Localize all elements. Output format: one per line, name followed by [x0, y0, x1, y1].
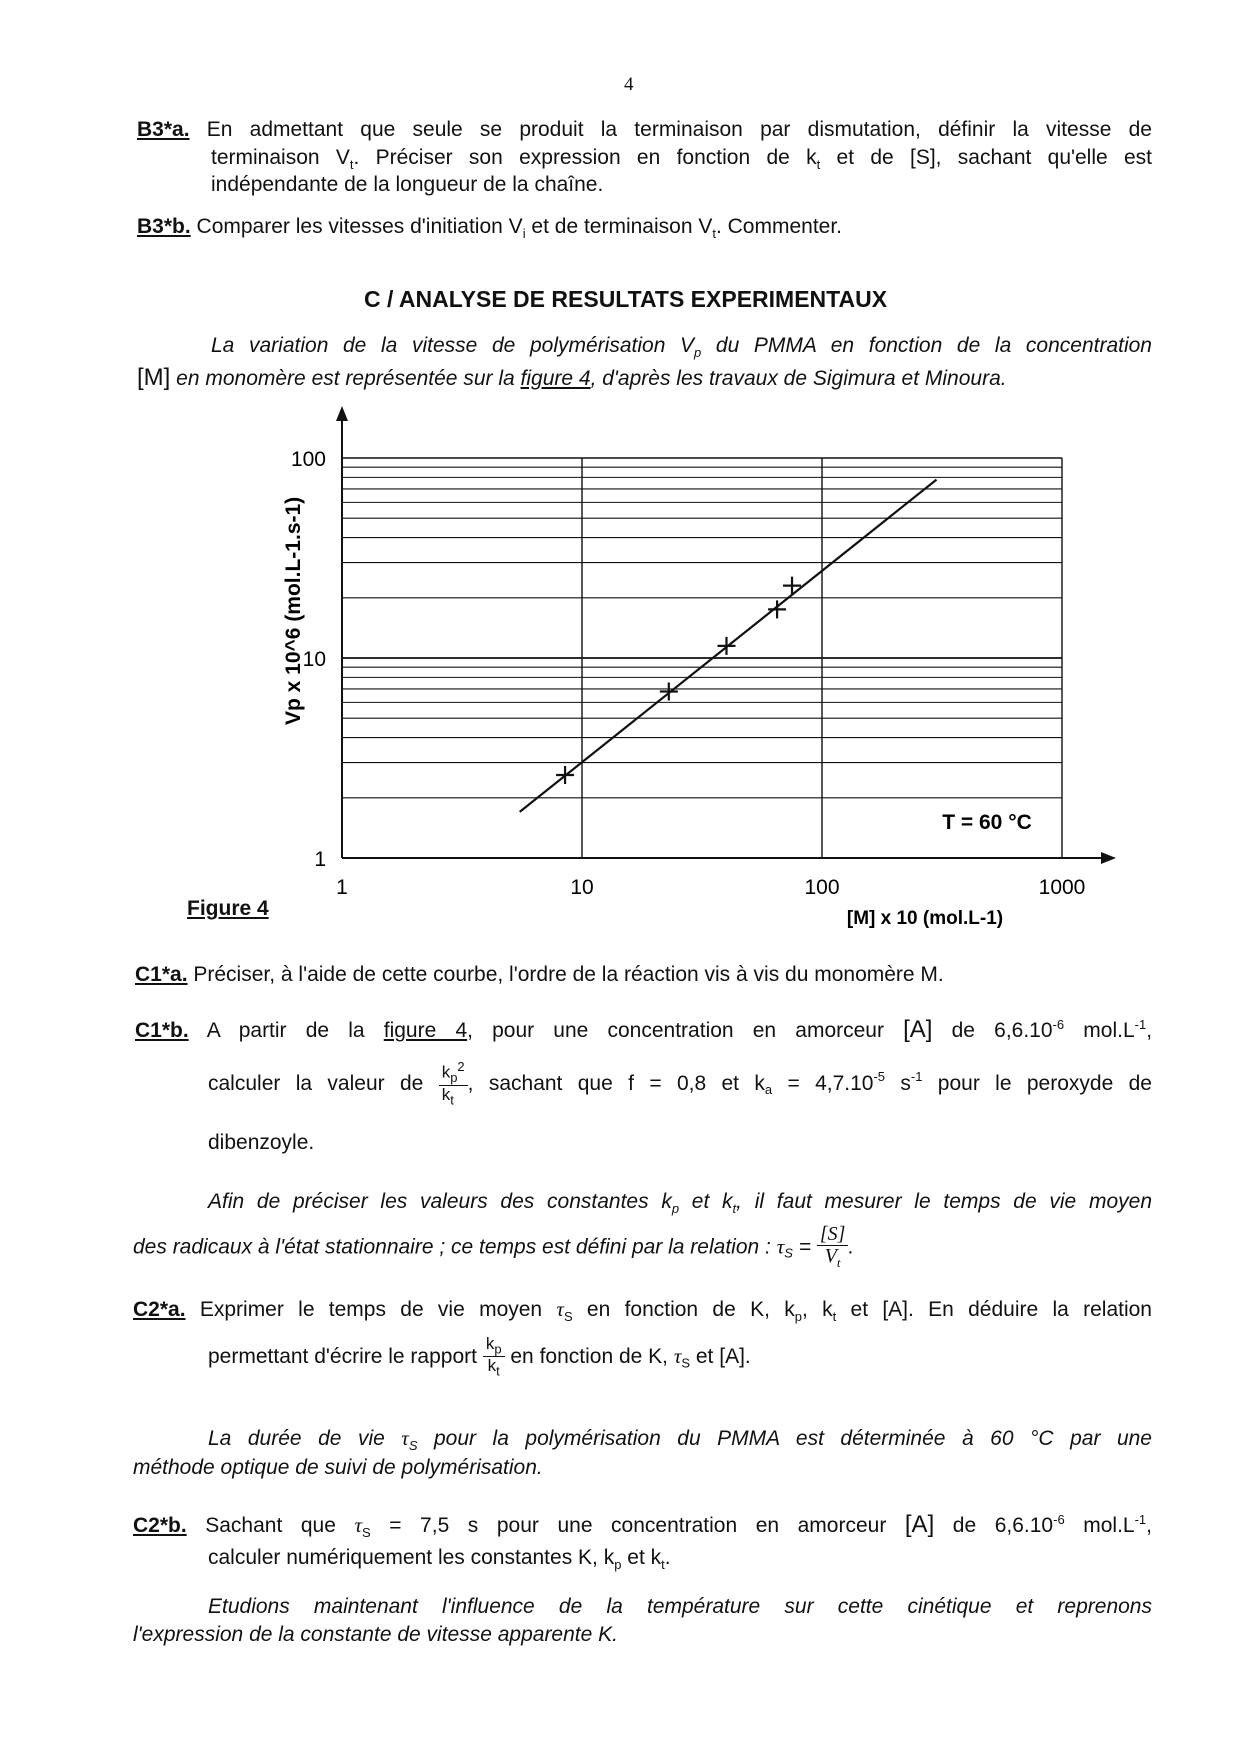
question-label: B3*a.: [137, 118, 190, 141]
temp-para-line1: Etudions maintenant l'influence de la température sur cette cinétique et reprenons: [208, 1595, 1152, 1618]
x-axis-arrow: [1101, 852, 1116, 864]
question-label: C1*b.: [135, 1019, 189, 1042]
chart-grid: [342, 458, 1062, 858]
tau-para-line2: des radicaux à l'état stationnaire ; ce temps est défini par la relation : $\tau_S$ = $\frac{[S]}{V_t}$ .: [133, 1223, 855, 1270]
fraction-kp2-kt: $\frac{k_p^2}{k_t}$: [439, 1060, 468, 1107]
data-point: [768, 600, 786, 618]
y-tick-label: 100: [290, 448, 326, 471]
x-tick-label: 10: [570, 876, 594, 899]
c1b-line1: C1*b. A partir de la figure 4, pour une concentration en amorceur [A] de $6,6.10^{-6}$ $mol.L^{-1}$,: [135, 1016, 1153, 1043]
temperature-annotation: T = 60 °C: [942, 811, 1032, 834]
c2a-line1: C2*a. Exprimer le temps de vie moyen $\tau_S$ en fonction de K, $k_p$, $k_t$ et [A]. En déduire la relation: [133, 1297, 1152, 1325]
fraction-s-vt: $\frac{[S]}{V_t}$: [817, 1224, 849, 1270]
section-heading: C / ANALYSE DE RESULTATS EXPERIMENTAUX: [363, 286, 888, 312]
figure-reference: figure 4: [383, 1019, 468, 1042]
question-c1a: C1*a. Préciser, à l'aide de cette courbe, l'ordre de la réaction vis à vis du monomère M.: [135, 963, 944, 986]
x-tick-label: 1000: [1038, 876, 1086, 899]
intro-line2: [M] en monomère est représentée sur la figure 4, d'après les travaux de Sigimura et Minoura.: [137, 364, 1007, 391]
figure-caption: Figure 4: [187, 897, 269, 920]
intro-line1: La variation de la vitesse de polymérisation $V_p$ du PMMA en fonction de la concentration: [211, 334, 1152, 361]
b3a-line3: indépendante de la longueur de la chaîne.: [211, 173, 604, 196]
chart-axes: [336, 406, 1116, 864]
x-axis-label: [M] x 10 (mol.L-1): [846, 908, 1004, 929]
temp-para-line2: l'expression de la constante de vitesse apparente K.: [133, 1623, 618, 1646]
y-tick-label: 1: [314, 848, 326, 871]
b3a-line1: B3*a. En admettant que seule se produit la terminaison par dismutation, définir la vitesse de: [137, 118, 1152, 141]
c1b-line2: calculer la valeur de $\frac{k_p^2}{k_t}$ , sachant que f = 0,8 et $k_a = 4,7.10^{-5}$ $s^{-1}$ pour le peroxyde de: [208, 1059, 1152, 1108]
fraction-kp-kt: $\frac{k_p}{k_t}$: [483, 1335, 505, 1378]
b3a-line2: terminaison $V_t$. Préciser son expression en fonction de $k_t$ et de [S], sachant qu'elle est: [211, 146, 1153, 173]
question-label: C1*a.: [135, 963, 188, 986]
c2b-line1: C2*b. Sachant que $\tau_S = 7,5$ s pour une concentration en amorceur [A] de $6,6.10^{-6}$ $mol.L^{-1}$,: [133, 1511, 1152, 1541]
c1b-line3: dibenzoyle.: [208, 1131, 315, 1154]
y-tick-label: 10: [302, 648, 326, 671]
page-number: 4: [624, 74, 634, 95]
question-label: C2*a.: [133, 1298, 186, 1321]
question-label: B3*b.: [137, 215, 191, 238]
y-axis-label: Vp x 10^6 (mol.L-1.s-1): [282, 496, 305, 725]
question-b3b: B3*b. Comparer les vitesses d'initiation $V_i$ et de terminaison $V_t$. Commenter.: [137, 215, 843, 242]
duree-line2: méthode optique de suivi de polymérisation.: [133, 1456, 543, 1479]
x-tick-label: 100: [804, 876, 840, 899]
tau-para-line1: Afin de préciser les valeurs des constantes $k_p$ et $k_t$, il faut mesurer le temps de vie moyen: [208, 1190, 1152, 1217]
duree-line1: La durée de vie $\tau_S$ pour la polymérisation du PMMA est déterminée à 60 °C par une: [208, 1426, 1152, 1454]
y-axis-arrow: [336, 406, 348, 421]
figure-reference: figure 4: [520, 367, 591, 390]
c2b-line2: calculer numériquement les constantes K, $k_p$ et $k_t$.: [208, 1546, 671, 1573]
x-tick-label: 1: [336, 876, 348, 899]
question-label: C2*b.: [133, 1514, 187, 1537]
c2a-line2: permettant d'écrire le rapport $\frac{k_p}{k_t}$ en fonction de K, $\tau_S$ et [A].: [208, 1334, 751, 1379]
data-point: [783, 577, 801, 595]
